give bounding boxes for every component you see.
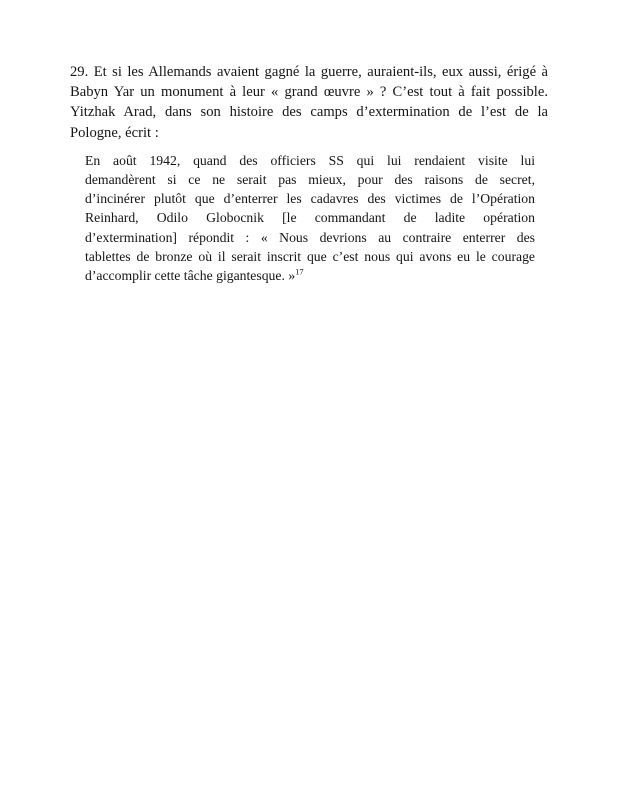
blockquote-line: d’incinérer plutôt que d’enterrer les cadavres des victimes de l’Opération	[85, 191, 535, 207]
blockquote-line: Reinhard, Odilo Globocnik [le commandant de ladite opération	[85, 210, 535, 226]
paragraph-line: 29. Et si les Allemands avaient gagné la guerre, auraient-ils, eux aussi, érigé à	[70, 64, 548, 80]
text-column	[70, 62, 548, 285]
blockquote-line: En août 1942, quand des officiers SS qui lui rendaient visite lui	[85, 152, 535, 168]
numbered-paragraph-29	[70, 62, 548, 143]
blockquote-line: tablettes de bronze où il serait inscrit que c’est nous qui avons eu le courage	[85, 248, 535, 264]
blockquote-line-text: d’accomplir cette tâche gigantesque. »	[85, 268, 296, 284]
paragraph-line: Pologne, écrit :	[70, 124, 159, 141]
blockquote-body	[85, 151, 535, 285]
blockquote-arad	[85, 151, 535, 285]
blockquote-line-last	[85, 266, 535, 285]
footnote-reference-17[interactable]: 17	[295, 266, 304, 277]
blockquote-line: demandèrent si ce ne serait pas mieux, pour des raisons de secret,	[85, 172, 535, 188]
paragraph-line: Yitzhak Arad, dans son histoire des camps d’extermination de l’est de la	[70, 104, 548, 121]
blockquote-line: d’extermination] répondit : « Nous devrions au contraire enterrer des	[85, 229, 535, 245]
paragraph-line: Babyn Yar un monument à leur « grand œuvre » ? C’est tout à fait possible.	[70, 84, 548, 101]
